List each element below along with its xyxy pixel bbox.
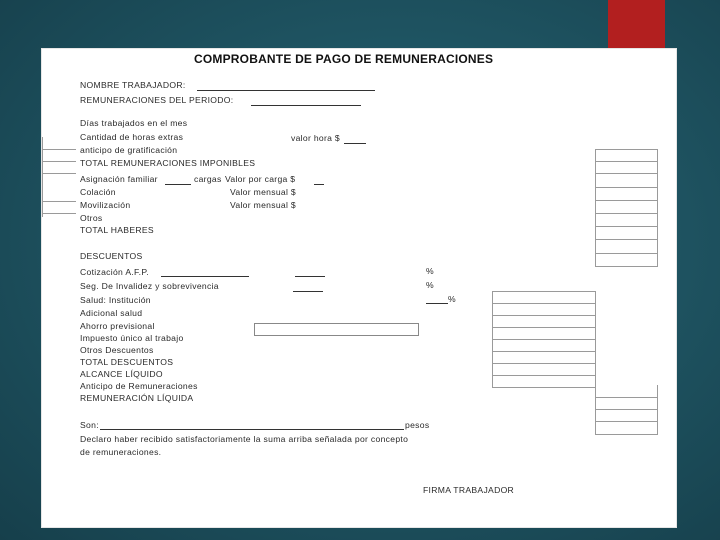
tax-label: Impuesto único al trabajo <box>80 333 184 343</box>
savings-label: Ahorro previsional <box>80 321 155 331</box>
right-grid-line <box>595 266 658 267</box>
insurance-line <box>293 291 323 292</box>
afp-line <box>161 276 249 277</box>
left-grid-line <box>42 161 76 162</box>
right-grid-line <box>595 200 658 201</box>
net-pay-label: REMUNERACIÓN LÍQUIDA <box>80 393 194 403</box>
advance-label: Anticipo de Remuneraciones <box>80 381 198 391</box>
meal-value-label: Valor mensual $ <box>230 187 296 197</box>
days-label: Días trabajados en el mes <box>80 118 188 128</box>
family-allowance-line <box>165 184 191 185</box>
document-title: COMPROBANTE DE PAGO DE REMUNERACIONES <box>194 52 494 66</box>
right-grid-line <box>595 173 658 174</box>
value-per-load-label: Valor por carga $ <box>225 174 296 184</box>
family-allowance-label: Asignación familiar <box>80 174 158 184</box>
overtime-label: Cantidad de horas extras <box>80 132 184 142</box>
hour-value-line <box>344 143 366 144</box>
afp-percent: % <box>426 266 434 276</box>
declaration-line-1: Declaro haber recibido satisfactoriamente la suma arriba señalada por concepto <box>80 434 409 444</box>
transport-value-label: Valor mensual $ <box>230 200 296 210</box>
net-grid-edge <box>657 385 658 435</box>
net-grid-line <box>595 434 658 435</box>
left-grid-line <box>42 149 76 150</box>
right-grid-edge <box>595 149 596 267</box>
right-grid-line <box>595 161 658 162</box>
net-grid-line <box>595 397 658 398</box>
period-line <box>251 105 361 106</box>
hour-value-label: valor hora $ <box>291 133 340 143</box>
pesos-label: pesos <box>405 420 430 430</box>
accent-block <box>608 0 665 48</box>
period-label: REMUNERACIONES DEL PERIODO: <box>80 95 234 105</box>
deductions-grid-line <box>492 375 596 376</box>
other-deductions-label: Otros Descuentos <box>80 345 154 355</box>
deductions-grid-line <box>492 315 596 316</box>
deductions-grid-line <box>492 387 596 388</box>
health-label: Salud: Institución <box>80 295 151 305</box>
right-grid-line <box>595 239 658 240</box>
signature-label: FIRMA TRABAJADOR <box>423 485 515 495</box>
right-grid-line <box>595 149 658 150</box>
cargas-label: cargas <box>194 174 222 184</box>
transport-label: Movilización <box>80 200 131 210</box>
afp-rate-line <box>295 276 325 277</box>
total-deductions-label: TOTAL DESCUENTOS <box>80 357 174 367</box>
advance-bonus-label: anticipo de gratificación <box>80 145 178 155</box>
total-earnings-label: TOTAL HABERES <box>80 225 154 235</box>
total-taxable-label: TOTAL REMUNERACIONES IMPONIBLES <box>80 158 256 168</box>
deductions-grid-line <box>492 351 596 352</box>
additional-health-label: Adicional salud <box>80 308 143 318</box>
sum-label: Son: <box>80 420 99 430</box>
net-scope-label: ALCANCE LÍQUIDO <box>80 369 163 379</box>
deductions-grid-line <box>492 303 596 304</box>
left-grid-line <box>42 201 76 202</box>
worker-name-label: NOMBRE TRABAJADOR: <box>80 80 186 90</box>
health-percent: % <box>448 294 456 304</box>
payslip-document <box>41 48 677 528</box>
deductions-grid-line <box>492 327 596 328</box>
value-per-load-line <box>314 184 324 185</box>
afp-label: Cotización A.F.P. <box>80 267 149 277</box>
savings-box <box>254 323 419 336</box>
deductions-grid-line <box>492 291 596 292</box>
right-grid-line <box>595 187 658 188</box>
right-grid-edge <box>657 149 658 267</box>
right-grid-line <box>595 226 658 227</box>
right-grid-line <box>595 213 658 214</box>
others-label: Otros <box>80 213 103 223</box>
meal-label: Colación <box>80 187 116 197</box>
left-grid-line <box>42 213 76 214</box>
sum-line <box>100 429 404 430</box>
deductions-grid-line <box>492 339 596 340</box>
deductions-heading: DESCUENTOS <box>80 251 143 261</box>
health-line <box>426 303 448 304</box>
insurance-label: Seg. De Invalidez y sobrevivencia <box>80 281 219 291</box>
net-grid-line <box>595 409 658 410</box>
insurance-percent: % <box>426 280 434 290</box>
deductions-grid-line <box>492 363 596 364</box>
net-grid-edge <box>595 385 596 435</box>
declaration-line-2: de remuneraciones. <box>80 447 162 457</box>
right-grid-line <box>595 253 658 254</box>
net-grid-line <box>595 421 658 422</box>
left-grid-line <box>42 173 76 174</box>
worker-name-line <box>197 90 375 91</box>
